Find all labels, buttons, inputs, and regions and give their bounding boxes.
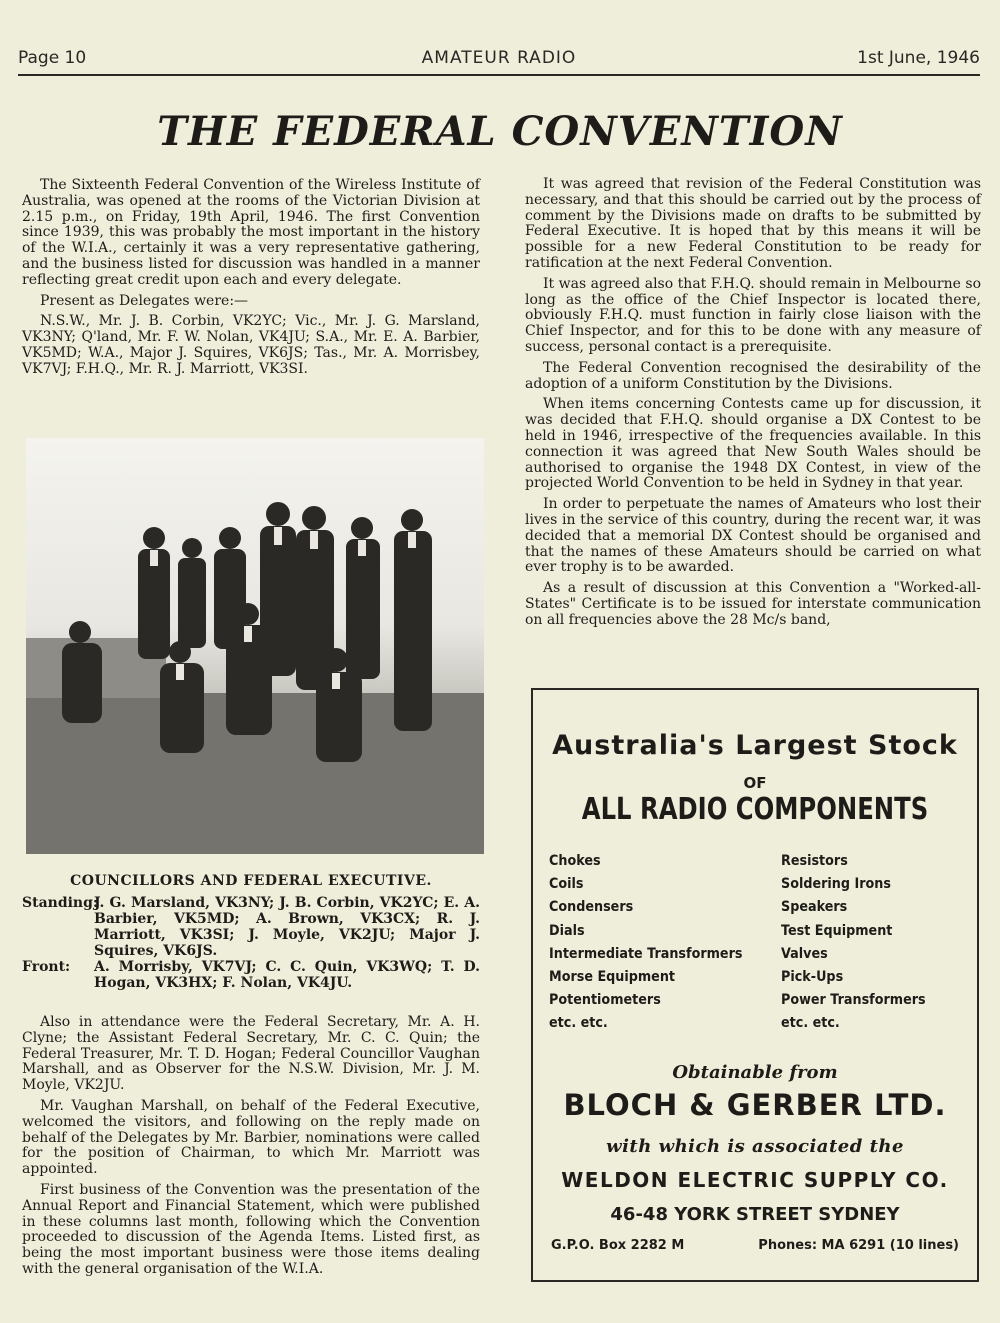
page-number: Page 10 [18, 48, 87, 68]
article-paragraph: First business of the Convention was the presentation of the Annual Report and Financial Statement, which were published in these columns last month, following which the Convention proceeded to discussion of the Agenda Items. Listed first, as being the most important business were those items dealing with the general organisation of the W.I.A. [22, 1181, 480, 1277]
caption-front-label: Front: [22, 959, 71, 975]
ad-product-list-right [781, 850, 945, 1036]
ad-phones: Phones: MA 6291 (10 lines) [758, 1238, 959, 1253]
ad-of: OF [743, 774, 767, 792]
ad-subheadline: ALL RADIO COMPONENTS [581, 792, 929, 827]
group-photo-illustration [26, 438, 484, 854]
article-paragraph: It was agreed also that F.H.Q. should remain in Melbourne so long as the office of the Chief Inspector is located there, obviously F.H.Q. must function in fairly close liaison with the Chief Inspector, and for this to be done with any measure of success, personal contact is a prerequisite. [525, 275, 981, 355]
ad-product: Intermediate Transformers [549, 945, 743, 962]
ad-product: Potentiometers [549, 992, 661, 1009]
left-column-bottom [22, 1015, 480, 1283]
right-column [525, 177, 981, 634]
ad-associated-company: WELDON ELECTRIC SUPPLY CO. [561, 1168, 949, 1192]
ad-product-list-left [549, 850, 769, 1036]
ad-product: Chokes [549, 853, 601, 869]
ad-product: etc. etc. [549, 1015, 608, 1032]
caption-front-names: A. Morrisby, VK7VJ; C. C. Quin, VK3WQ; T. D. Hogan, VK3HX; F. Nolan, VK4JU. [94, 959, 480, 991]
page-header [18, 44, 980, 74]
article-paragraph: N.S.W., Mr. J. B. Corbin, VK2YC; Vic., Mr. J. G. Marsland, VK3NY; Q'land, Mr. F. W. Nolan, VK4JU; S.A., Mr. E. A. Barbier, VK5MD; W.A., Major J. Squires, VK6JS; Tas., Mr. A. Morrisbey, VK7VJ; F.H.Q., Mr. R. J. Marriott, VK3SI. [22, 313, 480, 377]
caption-front-row [22, 959, 480, 991]
ad-product: Pick-Ups [781, 969, 844, 986]
ad-po-box: G.P.O. Box 2282 M [551, 1238, 685, 1253]
article-paragraph: The Federal Convention recognised the desirability of the adoption of a uniform Constitution by the Divisions. [525, 359, 981, 392]
article-paragraph: Also in attendance were the Federal Secretary, Mr. A. H. Clyne; the Assistant Federal Secretary, Mr. C. C. Quin; the Federal Treasurer, Mr. T. D. Hogan; Federal Councillor Vaughan Marshall, and as Observer for the N.S.W. Division, Mr. J. M. Moyle, VK2JU. [22, 1014, 480, 1094]
ad-product: Condensers [549, 899, 634, 916]
article-paragraph: It was agreed that revision of the Federal Constitution was necessary, and that this should be carried out by the process of comment by the Divisions made on drafts to be submitted by Federal Executive. It is hoped that by this means it will be possible for a new Federal Constitution to be ready for ratification at the next Federal Convention. [525, 176, 981, 271]
ad-product: Valves [781, 945, 828, 962]
ad-product: Power Transformers [781, 992, 926, 1009]
photo-caption [22, 895, 480, 991]
ad-associated-text: with which is associated the [606, 1136, 904, 1157]
group-photo [26, 438, 484, 854]
publication-title: AMATEUR RADIO [421, 48, 577, 68]
caption-standing-row [22, 895, 480, 959]
advertisement [531, 688, 979, 1282]
article-paragraph: As a result of discussion at this Convention a "Worked-all-States" Certificate is to be issued for interstate communication on all frequencies above the 28 Mc/s band, [525, 580, 981, 628]
article-paragraph: When items concerning Contests came up for discussion, it was decided that F.H.Q. should organise a DX Contest to be held in 1946, irrespective of the frequencies available. In this connection it was agreed that New South Wales should be authorised to organise the 1948 DX Contest, in view of the projected World Convention to be held in Sydney in that year. [525, 396, 981, 492]
ad-obtainable: Obtainable from [672, 1062, 838, 1083]
ad-product: Speakers [781, 899, 848, 916]
article-paragraph: The Sixteenth Federal Convention of the Wireless Institute of Australia, was opened at the rooms of the Victorian Division at 2.15 p.m., on Friday, 19th April, 1946. The first Convention since 1939, this was probably the most important in the history of the W.I.A., certainly it was a very representative gathering, and the business listed for discussion was handled in a manner reflecting great credit upon each and every delegate. [22, 177, 480, 288]
article-paragraph: In order to perpetuate the names of Amateurs who lost their lives in the service of this country, during the recent war, it was decided that a memorial DX Contest should be organised and that the names of these Amateurs should be carried on what ever trophy is to be awarded. [525, 496, 981, 576]
left-column-top [22, 178, 480, 383]
ad-product: Test Equipment [781, 922, 893, 939]
photo-caption-heading: COUNCILLORS AND FEDERAL EXECUTIVE. [70, 873, 432, 889]
article-paragraph: Present as Delegates were:— [40, 292, 249, 309]
caption-standing-label: Standing: [22, 895, 99, 911]
issue-date: 1st June, 1946 [857, 48, 980, 68]
article-paragraph: Mr. Vaughan Marshall, on behalf of the Federal Executive, welcomed the visitors, and following on the reply made on behalf of the Delegates by Mr. Barbier, nominations were called for the position of Chairman, to which Mr. Marriott was appointed. [22, 1097, 480, 1178]
ad-product: etc. etc. [781, 1015, 840, 1032]
ad-product: Morse Equipment [549, 969, 676, 986]
ad-product: Coils [549, 876, 584, 893]
article-title: THE FEDERAL CONVENTION [157, 108, 843, 155]
ad-product: Dials [549, 922, 585, 939]
ad-address: 46-48 YORK STREET SYDNEY [610, 1204, 900, 1225]
header-divider [18, 74, 980, 76]
ad-product: Soldering Irons [781, 876, 891, 893]
caption-standing-names: J. G. Marsland, VK3NY; J. B. Corbin, VK2YC; E. A. Barbier, VK5MD; A. Brown, VK3CX; R. J. Marriott, VK3SI; J. Moyle, VK2JU; Major J. Squires, VK6JS. [94, 895, 480, 959]
ad-product: Resistors [781, 853, 848, 869]
ad-company-name: BLOCH & GERBER LTD. [563, 1088, 947, 1122]
ad-headline: Australia's Largest Stock [552, 730, 958, 761]
